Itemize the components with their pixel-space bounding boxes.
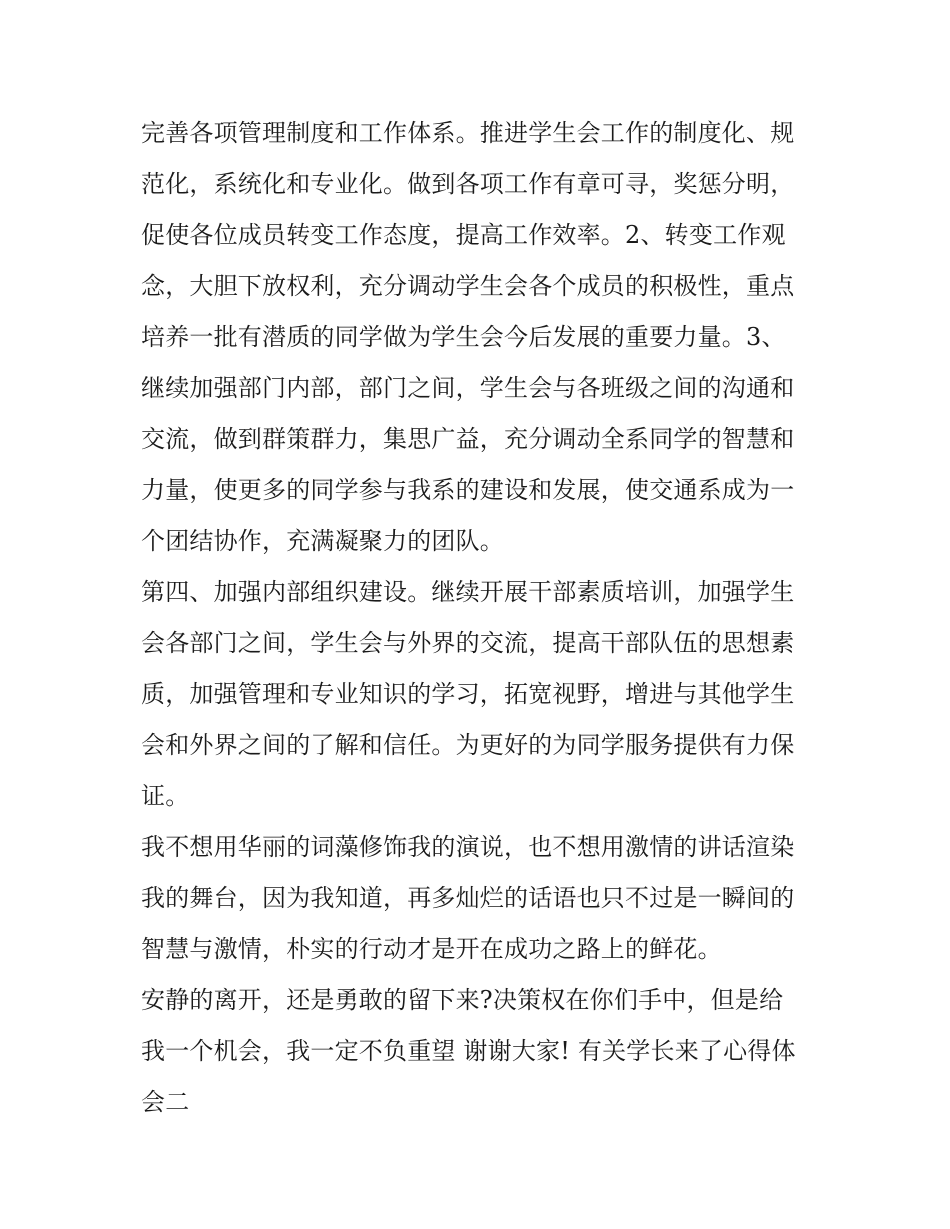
text-line: 完善各项管理制度和工作体系。推进学生会工作的制度化、规 <box>141 119 795 147</box>
text-line: 交流，做到群策群力，集思广益，充分调动全系同学的智慧和 <box>141 425 795 453</box>
text-line: 第四、加强内部组织建设。继续开展干部素质培训，加强学生 <box>141 578 795 606</box>
document-body <box>141 108 813 1128</box>
text-line: 念，大胆下放权利，充分调动学生会各个成员的积极性，重点 <box>141 272 795 300</box>
text-line: 安静的离开，还是勇敢的留下来?决策权在你们手中，但是给 <box>141 986 784 1014</box>
text-line: 范化，系统化和专业化。做到各项工作有章可寻，奖惩分明， <box>141 170 795 198</box>
text-line: 质，加强管理和专业知识的学习，拓宽视野，增进与其他学生 <box>141 680 795 708</box>
text-line: 继续加强部门内部，部门之间，学生会与各班级之间的沟通和 <box>141 374 795 402</box>
text-line: 促使各位成员转变工作态度，提高工作效率。2、转变工作观 <box>141 221 786 249</box>
text-line: 会各部门之间，学生会与外界的交流，提高干部队伍的思想素 <box>141 629 795 657</box>
text-line: 我的舞台，因为我知道，再多灿烂的话语也只不过是一瞬间的 <box>141 884 795 912</box>
text-line: 培养一批有潜质的同学做为学生会今后发展的重要力量。3、 <box>141 323 786 351</box>
text-line: 我不想用华丽的词藻修饰我的演说，也不想用激情的讲话渲染 <box>141 833 795 861</box>
text-line: 证。 <box>141 782 190 810</box>
text-line: 智慧与激情，朴实的行动才是开在成功之路上的鲜花。 <box>141 935 722 963</box>
text-line: 会和外界之间的了解和信任。为更好的为同学服务提供有力保 <box>141 731 795 759</box>
text-line: 力量，使更多的同学参与我系的建设和发展，使交通系成为一 <box>141 476 795 504</box>
text-line: 会二 <box>141 1088 190 1116</box>
text-line: 我一个机会，我一定不负重望 谢谢大家! 有关学长来了心得体 <box>141 1037 796 1065</box>
text-line: 个团结协作，充满凝聚力的团队。 <box>141 527 504 555</box>
